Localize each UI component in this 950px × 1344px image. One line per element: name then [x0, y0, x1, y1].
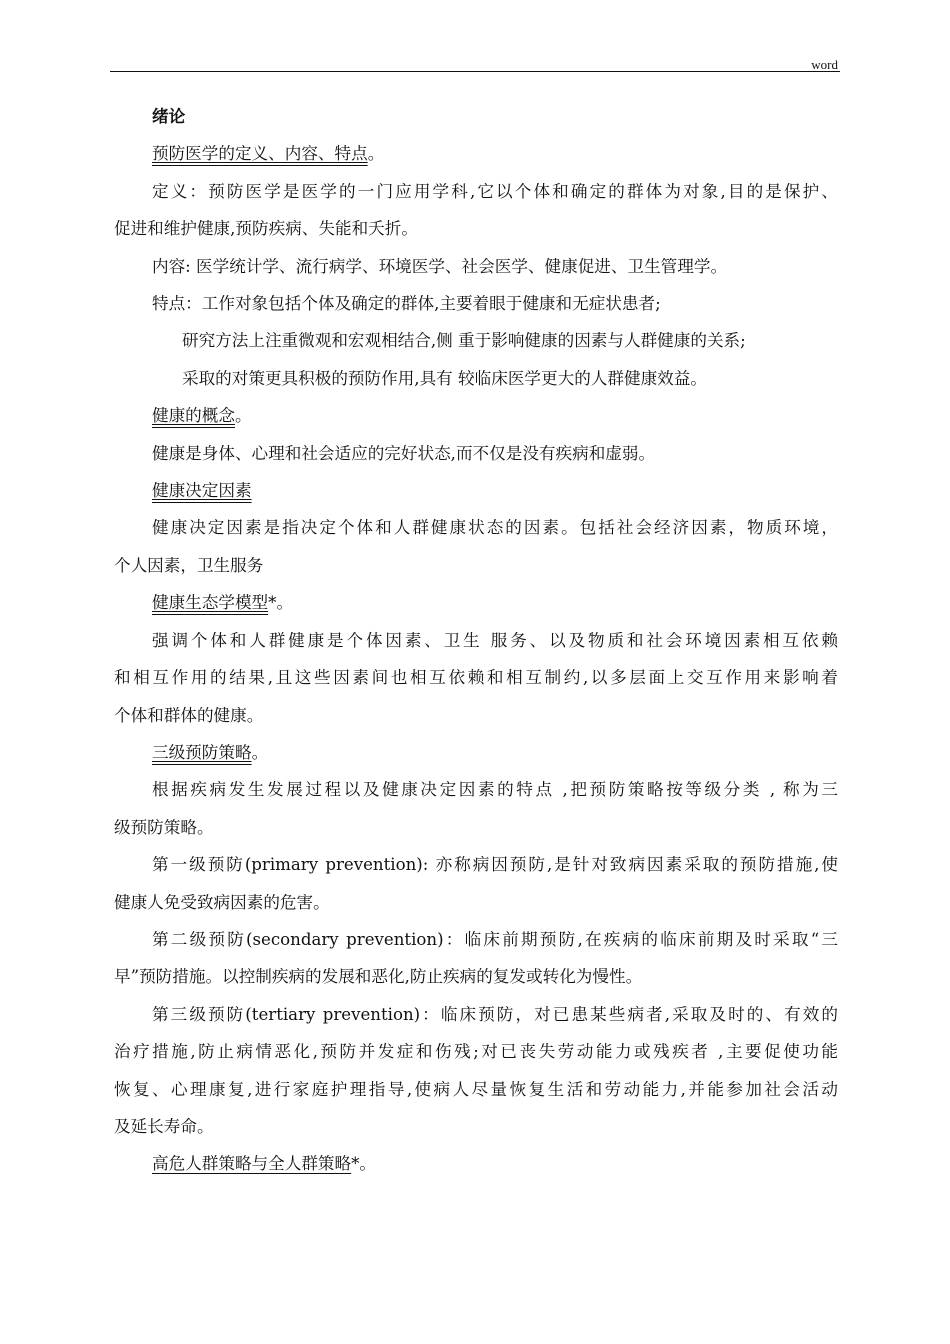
heading-text: 高危人群策略与全人群策略 — [152, 1154, 352, 1174]
section-heading-three-level — [114, 734, 838, 771]
header-rule — [110, 71, 840, 72]
tertiary-prevention-line-4: 及延长寿命。 — [114, 1116, 214, 1136]
primary-prevention-line-2: 健康人免受致病因素的危害。 — [114, 892, 330, 912]
heading-text: 预防医学的定义、内容、特点 — [152, 144, 368, 164]
eco-model-line-2: 和相互作用的结果,且这些因素间也相互依赖和相互制约,以多层面上交互作用来影响着 — [114, 668, 838, 688]
header-label: word — [811, 57, 838, 72]
definition-line-2: 促进和维护健康,预防疾病、失能和夭折。 — [114, 219, 418, 239]
eco-model-line-3: 个体和群体的健康。 — [114, 705, 264, 725]
three-level-line-1: 根据疾病发生发展过程以及健康决定因素的特点 ,把预防策略按等级分类 , 称为三 — [152, 780, 838, 800]
section-heading-health-concept — [114, 397, 838, 434]
primary-prevention-line-1: 第一级预防(primary prevention): 亦称病因预防,是针对致病因素采取的预防措施,使 — [152, 855, 838, 875]
three-level-line-2: 级预防策略。 — [114, 817, 214, 837]
feature-line-2: 研究方法上注重微观和宏观相结合,侧 重于影响健康的因素与人群健康的关系; — [182, 331, 746, 351]
heading-tail: *。 — [351, 1154, 377, 1174]
document-title: 绪论 — [152, 106, 186, 126]
definition-line-1: 定义：预防医学是医学的一门应用学科,它以个体和确定的群体为对象,目的是保护、 — [152, 181, 838, 201]
heading-tail: 。 — [251, 742, 269, 762]
content-line: 内容: 医学统计学、流行病学、环境医学、社会医学、健康促进、卫生管理学。 — [152, 256, 728, 276]
section-heading-eco-model — [114, 584, 838, 621]
tertiary-prevention-line-1: 第三级预防(tertiary prevention)：临床预防，对已患某些病者,采取及时的、有效的 — [152, 1004, 838, 1024]
tertiary-prevention-line-3: 恢复、心理康复,进行家庭护理指导,使病人尽量恢复生活和劳动能力,并能参加社会活动 — [114, 1079, 838, 1099]
determinants-line-2: 个人因素，卫生服务 — [114, 555, 264, 575]
tertiary-prevention-line-2: 治疗措施,防止病情恶化,预防并发症和伤残;对已丧失劳动能力或残疾者 ,主要促使功能 — [114, 1042, 838, 1062]
heading-tail: 。 — [234, 406, 252, 426]
heading-tail: 。 — [367, 144, 385, 164]
eco-model-line-1: 强调个体和人群健康是个体因素、卫生 服务、以及物质和社会环境因素相互依赖 — [152, 630, 838, 650]
secondary-prevention-line-2: 早”预防措施。以控制疾病的发展和恶化,防止疾病的复发或转化为慢性。 — [114, 967, 643, 987]
heading-text: 健康生态学模型 — [152, 593, 269, 613]
heading-text: 三级预防策略 — [152, 742, 252, 762]
feature-line-3: 采取的对策更具积极的预防作用,具有 较临床医学更大的人群健康效益。 — [182, 368, 707, 388]
heading-tail: *。 — [268, 593, 294, 613]
heading-text: 健康决定因素 — [152, 481, 252, 501]
section-heading-strategies — [114, 1145, 838, 1182]
section-heading-prevention — [114, 135, 838, 172]
determinants-line-1: 健康决定因素是指决定个体和人群健康状态的因素。包括社会经济因素，物质环境， — [152, 518, 838, 538]
health-concept-text: 健康是身体、心理和社会适应的完好状态,而不仅是没有疾病和虚弱。 — [152, 443, 656, 463]
heading-text: 健康的概念 — [152, 406, 235, 426]
feature-line-1: 特点：工作对象包括个体及确定的群体,主要着眼于健康和无症状患者; — [152, 294, 661, 314]
secondary-prevention-line-1: 第二级预防(secondary prevention)：临床前期预防,在疾病的临床前期及时采取“三 — [152, 929, 838, 949]
section-heading-determinants — [114, 472, 838, 509]
document-body — [114, 98, 838, 1183]
